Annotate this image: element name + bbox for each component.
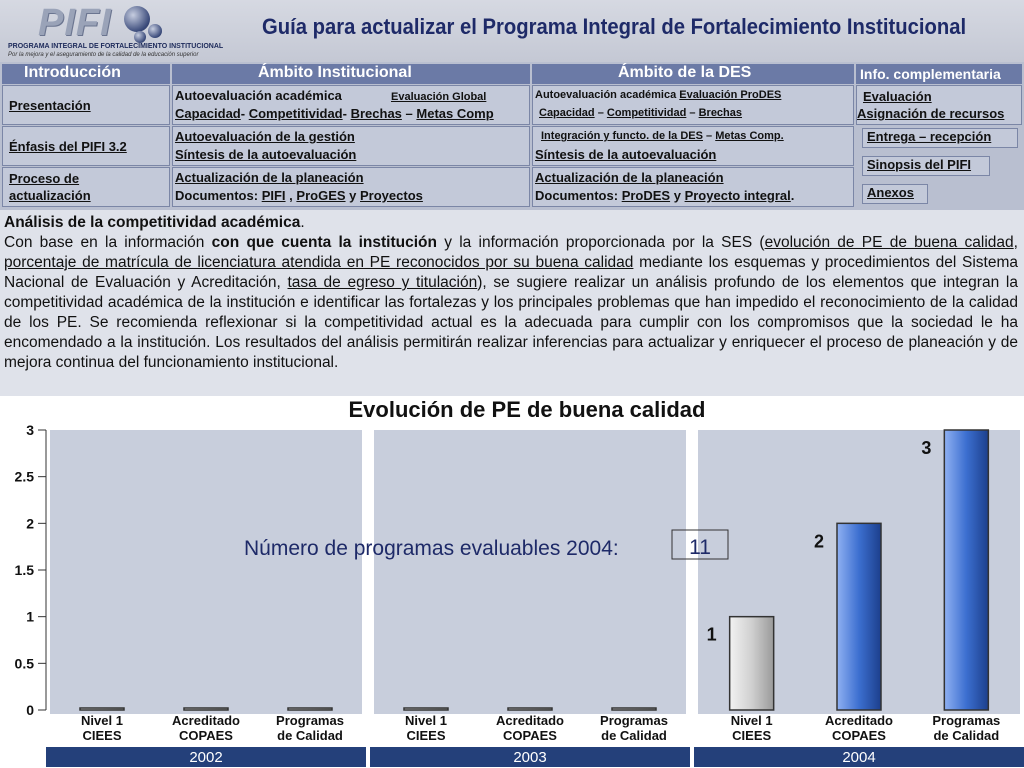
analysis-paragraph [4, 233, 1018, 373]
pifi-logo [4, 2, 224, 58]
y-tick-label: 3 [26, 422, 34, 438]
logo-ball-small [134, 31, 146, 43]
docs-des [535, 188, 794, 203]
x-tick-label: Programas [276, 713, 344, 728]
bar-2002-0 [80, 708, 124, 710]
documentos-label: Documentos: [175, 188, 259, 203]
link-proyectos[interactable]: Proyectos [360, 188, 423, 203]
x-tick-label: Nivel 1 [81, 713, 123, 728]
proceso-label-1: Proceso de [9, 171, 80, 186]
documentos-des-label: Documentos: [535, 188, 619, 203]
year-label: 2002 [189, 749, 223, 766]
bar-2003-2 [612, 708, 656, 710]
y-axis [15, 422, 46, 718]
link-evaluacion-global[interactable]: Evaluación Global [391, 91, 487, 103]
col-header-introduccion: Introducción [2, 64, 170, 84]
link-anexos[interactable]: Anexos [862, 184, 928, 204]
link-evaluacion-prodes[interactable]: Evaluación ProDES [679, 89, 782, 101]
bar-2004-1 [837, 523, 881, 710]
y-tick-label: 2 [26, 515, 34, 532]
logo-ball-large [124, 6, 150, 32]
p5: ), se sugiere realizar un análisis profundo de los elementos que integran la competitividad académica de la institución e identificar las fortalezas y los principales problemas que han impedido el reconocimiento de la calidad de los PE. Se recomienda reflexionar si la competitividad actual es la adecuada para cumplir con los compromisos que la sociedad le ha encomendado a la institución. Los resultados del análisis permitirán realizar inferencias para actualizar y enriquecer el proceso de planeación y de mejora continua del funcionamiento institucional. [4, 274, 1018, 371]
bar-2004-0 [730, 617, 774, 710]
link-evaluacion-info[interactable]: Evaluación [863, 89, 932, 104]
autoeval-des-label [535, 89, 781, 101]
x-tick-label: COPAES [179, 728, 233, 743]
link-evolucion-pe[interactable]: evolución de PE de buena calidad [764, 234, 1014, 251]
x-tick-label: CIEES [732, 728, 772, 743]
heading-dot: . [300, 214, 305, 231]
x-tick-label: de Calidad [277, 728, 343, 743]
col-header-ambito-des: Ámbito de la DES [532, 64, 854, 84]
x-tick-label: COPAES [832, 728, 886, 743]
y-label: y [673, 188, 681, 203]
link-proges[interactable]: ProGES [296, 188, 346, 203]
sep: - [342, 106, 347, 121]
cell-planeacion-inst [172, 167, 530, 207]
x-tick-label: Acreditado [496, 713, 564, 728]
navigation-table [0, 62, 1024, 210]
x-axis-labels [46, 713, 1024, 767]
link-competitividad-des[interactable]: Competitividad [606, 107, 687, 119]
link-enfasis-pifi[interactable] [2, 126, 170, 166]
logo-subtitle: PROGRAMA INTEGRAL DE FORTALECIMIENTO INSTITUCIONAL [8, 43, 224, 50]
link-pifi[interactable]: PIFI [261, 188, 286, 203]
x-tick-label: Acreditado [825, 713, 893, 728]
enfasis-label: Énfasis del PIFI 3.2 [9, 139, 127, 154]
plot-bg-2003 [374, 430, 686, 714]
bar-2002-2 [288, 708, 332, 710]
des-integracion-row [541, 130, 784, 142]
des-row2 [539, 107, 742, 119]
link-prodes[interactable]: ProDES [621, 188, 671, 203]
link-brechas-inst[interactable]: Brechas [350, 106, 402, 121]
sep: – [689, 107, 696, 119]
year-label: 2003 [513, 749, 547, 766]
dot: . [790, 188, 795, 203]
bar-2002-1 [184, 708, 228, 710]
link-brechas-des[interactable]: Brechas [698, 107, 743, 119]
presentacion-label: Presentación [9, 98, 91, 113]
link-actualizacion-des[interactable]: Actualización de la planeación [535, 170, 724, 185]
link-capacidad-inst[interactable]: Capacidad [175, 106, 241, 121]
link-autoeval-gestion[interactable]: Autoevaluación de la gestión [175, 129, 355, 144]
x-tick-label: de Calidad [933, 728, 1000, 743]
analysis-heading [4, 213, 1018, 233]
x-tick-label: de Calidad [601, 728, 667, 743]
p3: , [1013, 234, 1018, 251]
cell-evaluacion-info [856, 85, 1022, 125]
x-tick-label: Nivel 1 [730, 713, 773, 728]
link-capacidad-des[interactable]: Capacidad [539, 107, 595, 119]
x-tick-label: Programas [932, 713, 1001, 728]
bar-chart [0, 420, 1024, 768]
y-tick-label: 1.5 [14, 562, 34, 578]
link-sintesis-des[interactable]: Síntesis de la autoevaluación [535, 147, 717, 162]
y-tick-label: 2.5 [14, 468, 34, 485]
link-metas-des[interactable]: Metas Comp. [715, 130, 784, 142]
bar-2004-2 [944, 430, 988, 710]
page-title: Guía para actualizar el Programa Integral de Fortalecimiento Institucional [262, 14, 967, 39]
link-integracion-des[interactable]: Integración y functo. de la DES [541, 130, 703, 142]
analysis-text [0, 210, 1024, 396]
link-porcentaje-matricula[interactable]: porcentaje de matrícula de licenciatura atendida en PE reconocidos por su buena calidad [4, 254, 634, 271]
y-tick-label: 0.5 [14, 655, 34, 672]
cell-autoevaluacion-des [532, 85, 854, 125]
inst-row2 [175, 106, 494, 121]
y-tick-label: 0 [26, 702, 34, 718]
link-competitividad-inst[interactable]: Competitividad [248, 106, 343, 121]
logo-tagline: Por la mejora y el aseguramiento de la calidad de la educación superior [8, 52, 199, 58]
p1: Con base en la información [4, 234, 212, 251]
annotation-label: Número de programas evaluables 2004: [244, 537, 619, 560]
link-proceso-actualizacion[interactable] [2, 167, 170, 207]
link-presentacion[interactable] [2, 85, 170, 125]
data-label: 1 [706, 624, 717, 645]
sep: – [405, 106, 413, 121]
bar-2003-1 [508, 708, 552, 710]
link-asignacion-recursos[interactable]: Asignación de recursos [857, 106, 1005, 121]
col-header-ambito-institucional: Ámbito Institucional [172, 64, 530, 84]
bar-2003-0 [404, 708, 448, 710]
link-metas-inst[interactable]: Metas Comp [416, 106, 494, 121]
col-header-info-complementaria: Info. complementaria [856, 64, 1022, 84]
x-tick-label: CIEES [82, 728, 122, 743]
proceso-label-2: actualización [9, 188, 91, 203]
autoeval-inst-label: Autoevaluación académica [175, 88, 342, 103]
annotation-value: 11 [689, 536, 711, 559]
p4: mediante los esquemas y procedimientos del Sistema Nacional de Evaluación y Acreditación, [4, 254, 1018, 291]
year-label: 2004 [842, 749, 876, 766]
y-tick-label: 1 [26, 608, 34, 625]
cell-integracion-des [532, 126, 854, 166]
p1-bold: con que cuenta la institución [211, 234, 437, 251]
data-label: 3 [921, 438, 932, 458]
chart-title: Evolución de PE de buena calidad [348, 397, 706, 422]
x-tick-label: Nivel 1 [405, 713, 447, 728]
docs-inst [175, 188, 423, 203]
link-tasa-egreso[interactable]: tasa de egreso y titulación [287, 274, 478, 291]
x-tick-label: CIEES [406, 728, 446, 743]
x-tick-label: COPAES [503, 728, 557, 743]
p2: y la información proporcionada por la SES ( [436, 234, 765, 251]
sep: – [597, 107, 604, 119]
sep: - [240, 106, 246, 121]
sep: – [706, 130, 713, 142]
y-label: y [349, 188, 357, 203]
link-entrega-recepcion[interactable]: Entrega – recepción [862, 128, 1018, 148]
link-sintesis-inst[interactable]: Síntesis de la autoevaluación [175, 147, 357, 162]
logo-text: PIFI [38, 2, 112, 44]
header [0, 0, 1024, 62]
x-tick-label: Programas [600, 713, 668, 728]
autoeval-des-text: Autoevaluación académica [535, 89, 677, 101]
cell-autoevaluacion-inst [172, 85, 530, 125]
plot-bg-2002 [50, 430, 362, 714]
cell-planeacion-des [532, 167, 854, 207]
link-sinopsis-pifi[interactable]: Sinopsis del PIFI [862, 156, 990, 176]
logo-ball-small [148, 24, 162, 38]
link-proyecto-integral[interactable]: Proyecto integral [684, 188, 791, 203]
cell-gestion [172, 126, 530, 166]
data-label: 2 [813, 531, 825, 552]
x-tick-label: Acreditado [172, 713, 240, 728]
comma: , [289, 188, 293, 203]
heading-text: Análisis de la competitividad académica [4, 214, 301, 231]
link-actualizacion-inst[interactable]: Actualización de la planeación [175, 170, 364, 185]
